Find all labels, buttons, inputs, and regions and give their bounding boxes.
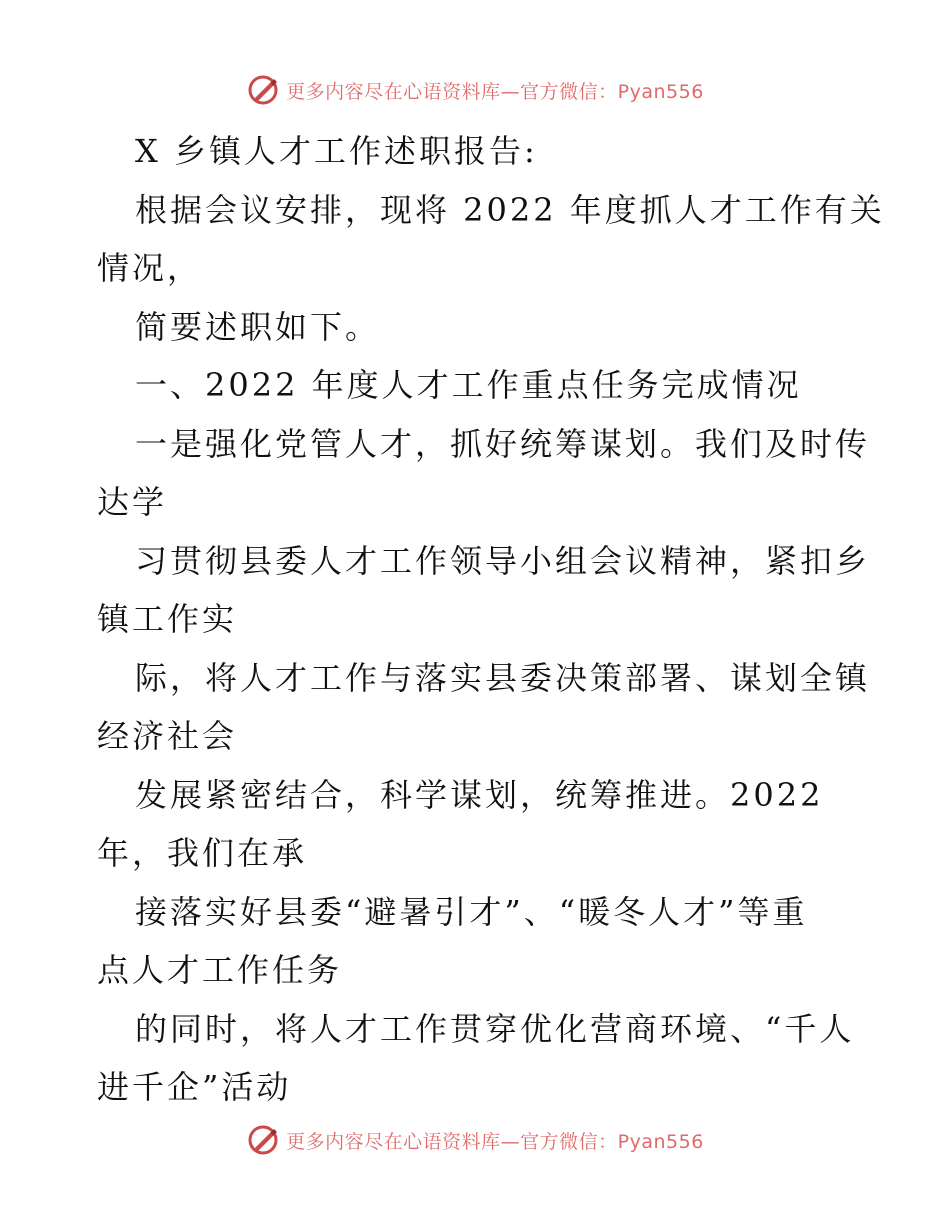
document-line: 经济社会 [97,717,238,755]
document-line: 一是强化党管人才，抓好统筹谋划。我们及时传 [135,424,871,463]
fountain-pen-logo-icon [246,73,280,107]
document-line: X 乡镇人才工作述职报告: [135,132,538,170]
header-watermark [0,70,950,110]
document-body [97,122,885,1117]
document-line: 发展紧密结合，科学谋划，统筹推进。2022 [135,775,824,814]
document-line: 点人才工作任务 [97,951,343,989]
watermark-text: 更多内容尽在心语资料库—官方微信：Pyan556 [286,80,704,103]
document-line: 简要述职如下。 [135,307,381,346]
document-line: 接落实好县委“避暑引才”、“暖冬人才”等重 [135,892,808,931]
document-line: 习贯彻县委人才工作领导小组会议精神，紧扣乡 [135,541,871,580]
document-line: 的同时，将人才工作贯穿优化营商环境、“千人 [135,1009,855,1048]
fountain-pen-logo-icon [246,1123,280,1157]
document-line: 际，将人才工作与落实县委决策部署、谋划全镇 [135,658,871,697]
document-line: 一、2022 年度人才工作重点任务完成情况 [135,366,802,404]
document-line: 根据会议安排，现将 2022 年度抓人才工作有关 [135,190,885,229]
document-line: 年，我们在承 [97,834,308,872]
document-line: 镇工作实 [97,600,238,638]
document-line: 达学 [97,483,168,521]
footer-watermark [0,1120,950,1160]
document-line: 情况， [97,249,203,287]
watermark-text: 更多内容尽在心语资料库—官方微信：Pyan556 [286,1130,704,1153]
document-line: 进千企”活动 [97,1068,292,1106]
